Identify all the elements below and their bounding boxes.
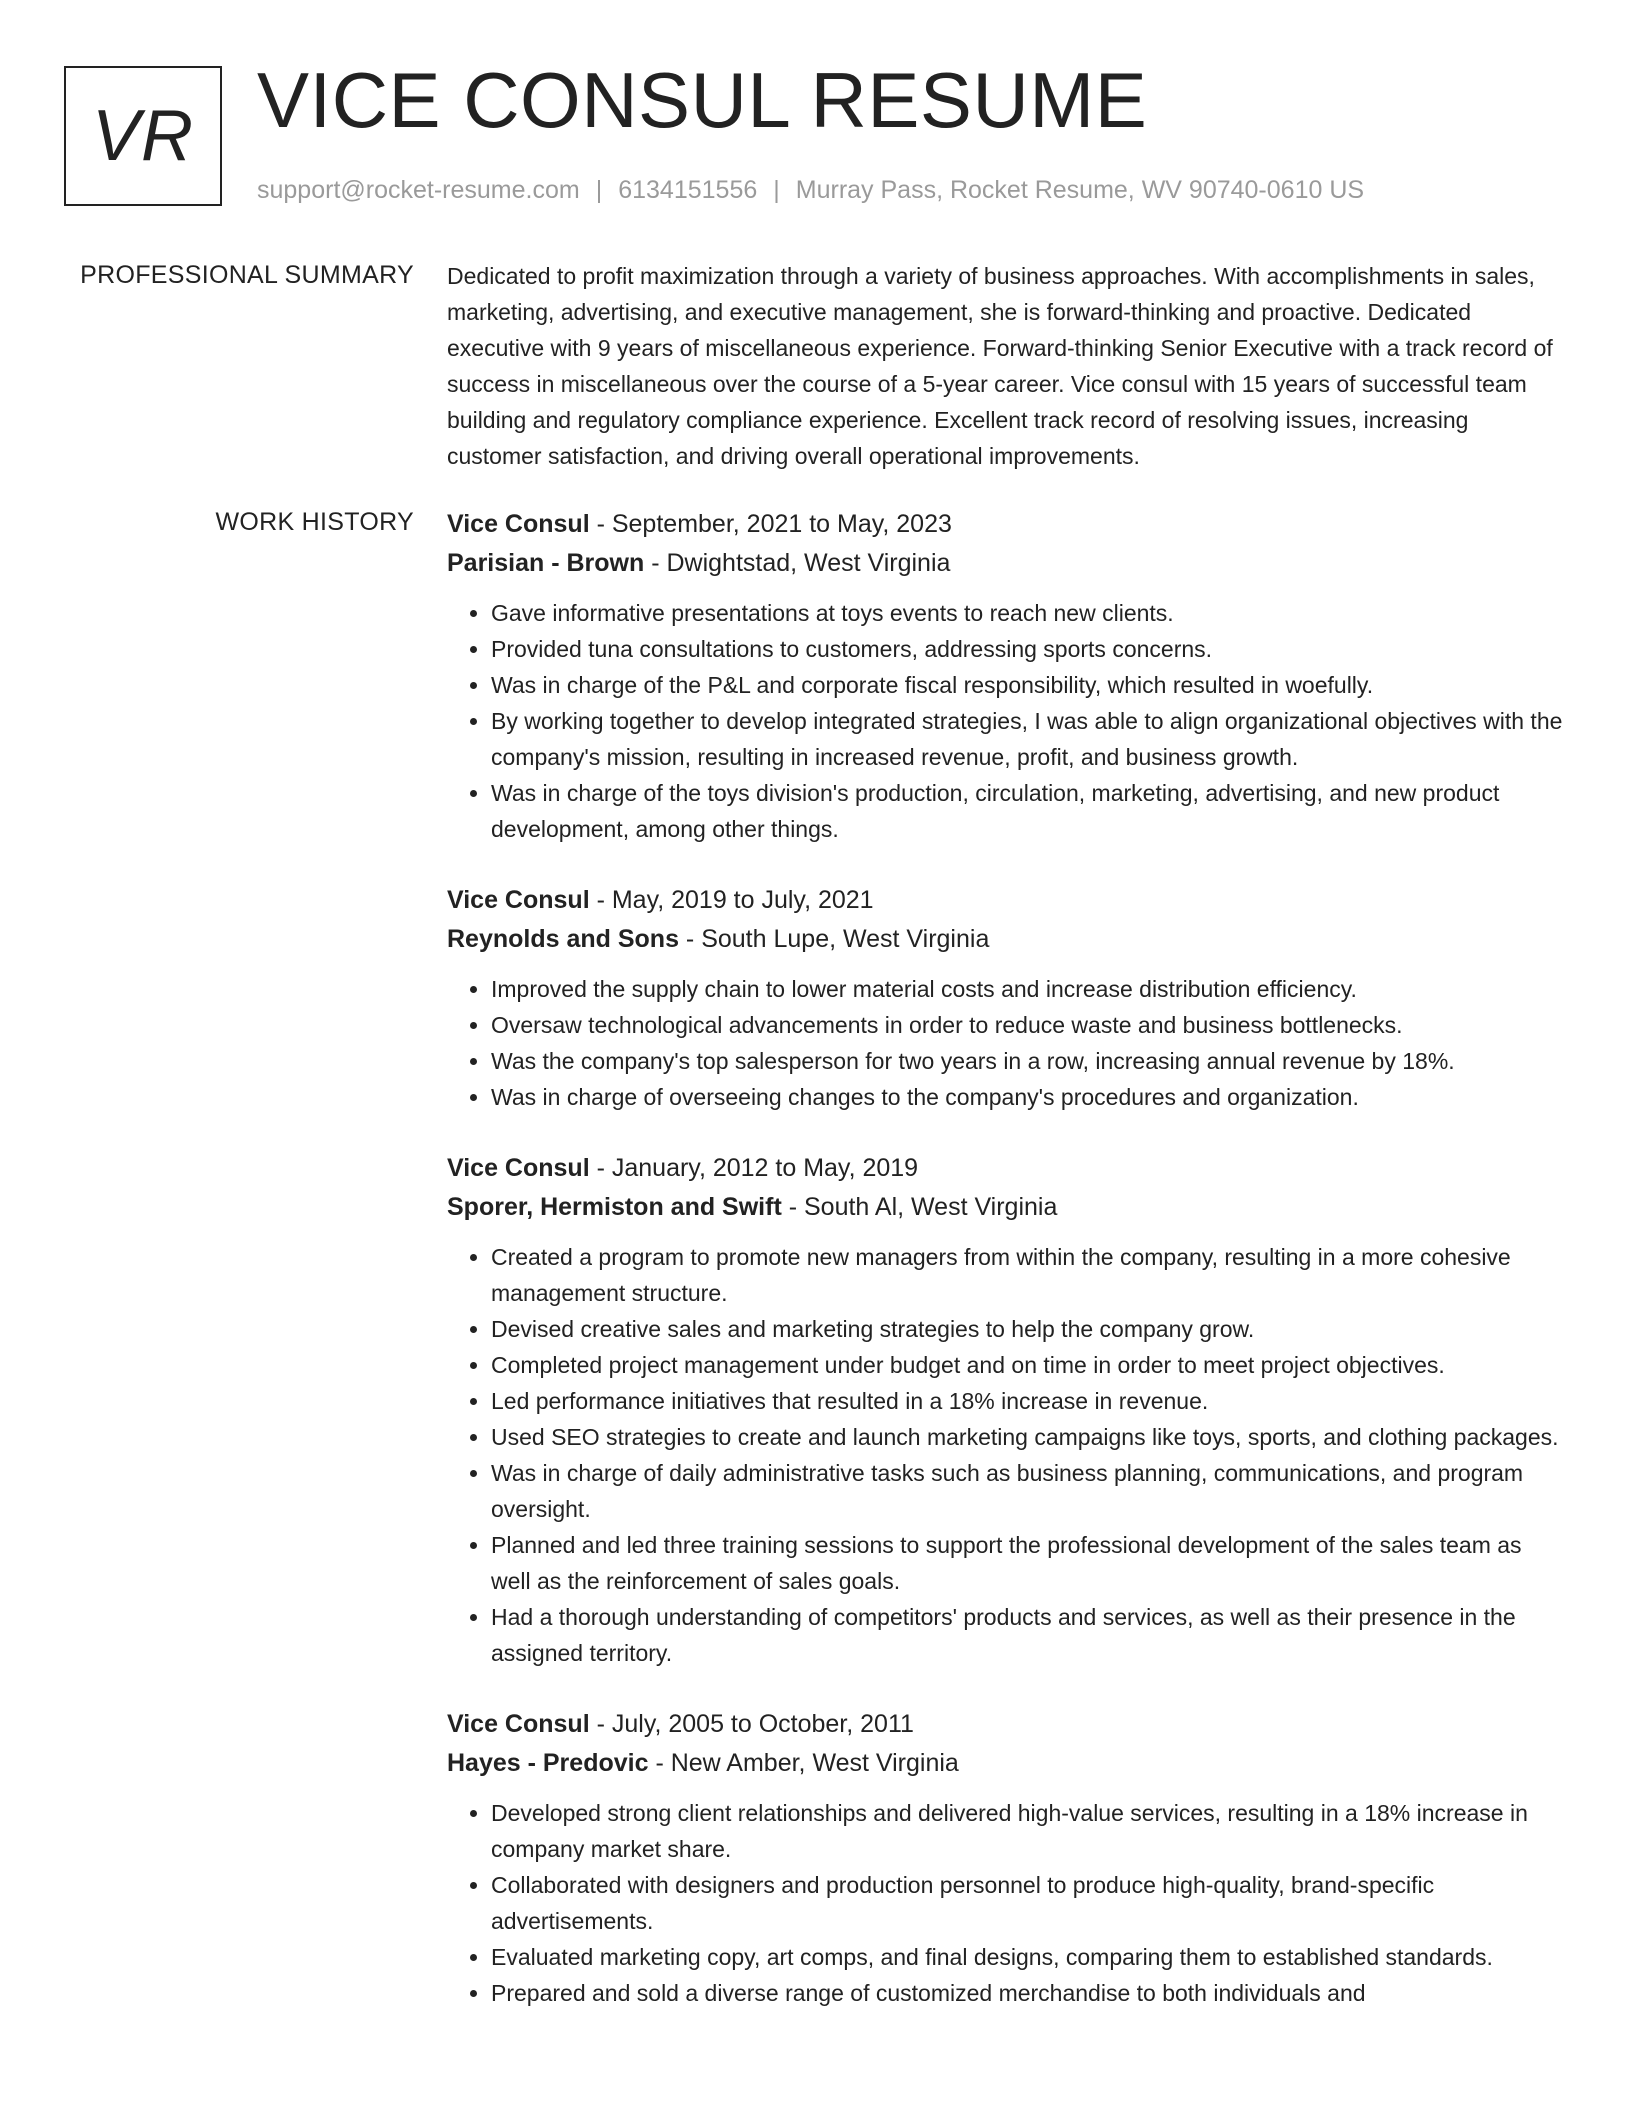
job-bullet: • Was in charge of overseeing changes to the company's procedures and organization. bbox=[491, 1079, 1567, 1115]
job-bullet: • Provided tuna consultations to customers, addressing sports concerns. bbox=[491, 631, 1567, 667]
job-title-line bbox=[447, 1149, 1567, 1188]
summary-text: Dedicated to profit maximization through a variety of business approaches. With accomplishments in sales, marketing, advertising, and executive management, she is forward-thinking and proactive. Dedicated executive with 9 years of miscellaneous experience. Forward-thinking Senior Executive with a track record of success in miscellaneous over the course of a 5-year career. Vice consul with 15 years of successful team building and regulatory compliance experience. Excellent track record of resolving issues, increasing customer satisfaction, and driving overall operational improvements. bbox=[447, 263, 1553, 469]
job-company: Sporer, Hermiston and Swift bbox=[447, 1193, 782, 1221]
job-title: Vice Consul bbox=[447, 1154, 590, 1182]
work-history-label: WORK HISTORY bbox=[215, 508, 414, 536]
job-bullet: • Was the company's top salesperson for two years in a row, increasing annual revenue by 18%. bbox=[491, 1043, 1567, 1079]
job-bullet: • Planned and led three training sessions to support the professional development of the sales team as well as the reinforcement of sales goals. bbox=[491, 1527, 1567, 1599]
job-bullet: • Completed project management under budget and on time in order to meet project objectives. bbox=[491, 1347, 1567, 1383]
job-bullet: • Used SEO strategies to create and launch marketing campaigns like toys, sports, and clothing packages. bbox=[491, 1419, 1567, 1455]
job-company-line bbox=[447, 1188, 1567, 1227]
resume-title: VICE CONSUL RESUME bbox=[257, 56, 1148, 144]
job-title: Vice Consul bbox=[447, 1710, 590, 1738]
job-bullet: • Was in charge of the P&L and corporate fiscal responsibility, which resulted in woefully. bbox=[491, 667, 1567, 703]
job-dates: - May, 2019 to July, 2021 bbox=[589, 886, 874, 914]
job-company: Parisian - Brown bbox=[447, 549, 645, 577]
job-company-line bbox=[447, 1744, 1567, 1783]
contact-phone[interactable]: 6134151556 bbox=[618, 176, 758, 204]
job-company-line bbox=[447, 544, 1567, 583]
job-bullets bbox=[447, 971, 1567, 1115]
job-company-line bbox=[447, 920, 1567, 959]
job-bullet: • Devised creative sales and marketing strategies to help the company grow. bbox=[491, 1311, 1567, 1347]
job-bullet: • Led performance initiatives that resulted in a 18% increase in revenue. bbox=[491, 1383, 1567, 1419]
job-entry bbox=[447, 505, 1567, 847]
job-bullet: • Developed strong client relationships and delivered high-value services, resulting in a 18% increase in company market share. bbox=[491, 1795, 1567, 1867]
job-entry bbox=[447, 881, 1567, 1115]
job-location: - New Amber, West Virginia bbox=[648, 1749, 959, 1777]
job-bullet: • Improved the supply chain to lower material costs and increase distribution efficiency. bbox=[491, 971, 1567, 1007]
job-location: - South Lupe, West Virginia bbox=[678, 925, 990, 953]
job-dates: - July, 2005 to October, 2011 bbox=[589, 1710, 914, 1738]
job-bullet: • By working together to develop integrated strategies, I was able to align organizational objectives with the company's mission, resulting in increased revenue, profit, and business growth. bbox=[491, 703, 1567, 775]
job-title: Vice Consul bbox=[447, 510, 590, 538]
summary-label: PROFESSIONAL SUMMARY bbox=[80, 261, 414, 289]
job-entry bbox=[447, 1149, 1567, 1671]
job-location: - South Al, West Virginia bbox=[781, 1193, 1058, 1221]
monogram-logo: VR bbox=[64, 66, 222, 206]
job-bullet: • Gave informative presentations at toys events to reach new clients. bbox=[491, 595, 1567, 631]
job-bullet: • Prepared and sold a diverse range of customized merchandise to both individuals and bbox=[491, 1975, 1567, 2011]
contact-separator: | bbox=[595, 176, 603, 204]
job-bullet: • Was in charge of daily administrative tasks such as business planning, communications, and program oversight. bbox=[491, 1455, 1567, 1527]
job-dates: - September, 2021 to May, 2023 bbox=[589, 510, 952, 538]
job-bullets bbox=[447, 1795, 1567, 2011]
job-title-line bbox=[447, 505, 1567, 544]
job-bullet: • Evaluated marketing copy, art comps, and final designs, comparing them to established standards. bbox=[491, 1939, 1567, 1975]
job-company: Hayes - Predovic bbox=[447, 1749, 649, 1777]
work-history bbox=[447, 505, 1567, 2045]
job-company: Reynolds and Sons bbox=[447, 925, 679, 953]
job-dates: - January, 2012 to May, 2019 bbox=[589, 1154, 919, 1182]
job-title: Vice Consul bbox=[447, 886, 590, 914]
contact-email[interactable]: support@rocket-resume.com bbox=[257, 176, 580, 204]
job-title-line bbox=[447, 881, 1567, 920]
contact-separator: | bbox=[773, 176, 780, 204]
job-entry bbox=[447, 1705, 1567, 2011]
contact-line bbox=[257, 173, 1364, 207]
job-title-line bbox=[447, 1705, 1567, 1744]
job-bullets bbox=[447, 595, 1567, 847]
job-bullet: • Was in charge of the toys division's production, circulation, marketing, advertising, and new product development, among other things. bbox=[491, 775, 1567, 847]
job-bullet: • Created a program to promote new managers from within the company, resulting in a more cohesive management structure. bbox=[491, 1239, 1567, 1311]
job-bullet: • Had a thorough understanding of competitors' products and services, as well as their presence in the assigned territory. bbox=[491, 1599, 1567, 1671]
contact-address: Murray Pass, Rocket Resume, WV 90740-0610 US bbox=[795, 176, 1365, 204]
job-bullet: • Oversaw technological advancements in order to reduce waste and business bottlenecks. bbox=[491, 1007, 1567, 1043]
job-bullet: • Collaborated with designers and production personnel to produce high-quality, brand-specific advertisements. bbox=[491, 1867, 1567, 1939]
job-location: - Dwightstad, West Virginia bbox=[644, 549, 951, 577]
job-bullets bbox=[447, 1239, 1567, 1671]
